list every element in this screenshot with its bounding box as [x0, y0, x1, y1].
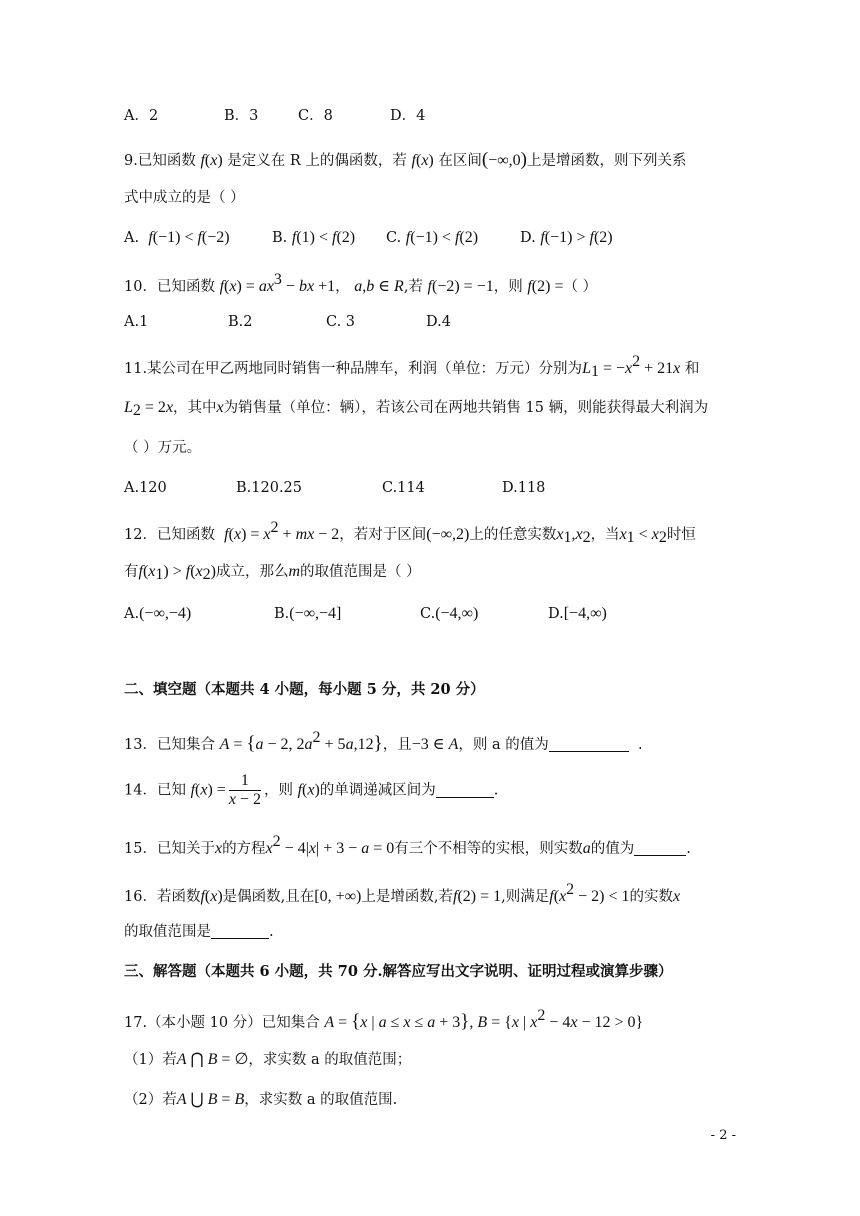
- q8-options: [124, 106, 425, 126]
- q9-option-d: D. f(−1) > f(2): [520, 229, 613, 246]
- q14-answer-blank[interactable]: [436, 781, 494, 798]
- q12-option-b: B.(−∞,−4]: [274, 605, 342, 622]
- q12-option-c: C.(−4,∞): [420, 605, 479, 622]
- q8-option-b: B．3: [224, 108, 259, 124]
- q9-option-b: B. f(1) < f(2): [272, 229, 356, 246]
- q16-line1: 16．若函数f(x)是偶函数,且在[0, +∞)上是增函数,若f(2) = 1,则满足$f(x^2 - 2) < 1$的实数x: [124, 881, 681, 905]
- q12-line2: 有$f(x_1) > f(x_2)$成立，那么m的取值范围是（ ）: [124, 563, 421, 583]
- q10-option-d: D.4: [426, 314, 451, 330]
- q9-line2: 式中成立的是（ ）: [124, 190, 245, 206]
- q11-line3: （ ）万元。: [124, 440, 202, 456]
- q9-option-a: A. f(−1) < f(−2): [124, 229, 230, 246]
- q12-line1: 12．已知函数 $f(x) = x^2$ + mx − 2，若对于区间(−∞,2)上的任意实数$x_1,x_2$，当$x_1 < x_2$时恒: [124, 519, 696, 546]
- q8-option-d: D．4: [390, 108, 426, 124]
- q9-line1: 9.已知函数 f(x) 是定义在 R 上的偶函数，若 f(x) 在区间(−∞,0)上是增函数，则下列关系: [124, 149, 687, 170]
- section-fill-in-heading: 二、填空题（本题共 4 小题，每小题 5 分，共 20 分）: [124, 681, 485, 698]
- q13: 13．已知集合 A = {a − 2, $2a^2 + 5a,12$}，且−3 ∈ A，则 a 的值为 .: [124, 729, 643, 754]
- q9-options: [124, 228, 613, 248]
- section-solutions-heading: 三、解答题（本题共 6 小题，共 70 分.解答应写出文字说明、证明过程或演算步骤）: [124, 963, 673, 980]
- fraction: $\frac{1}{x - 2}$: [228, 772, 261, 808]
- q11-option-c: C.114: [382, 480, 425, 496]
- q11-option-a: A.120: [124, 480, 167, 496]
- q14: 14．已知 f(x) = $\frac{1}{x - 2}$ ，则 f(x)的单调递减区间为 .: [124, 772, 499, 808]
- q16-answer-blank[interactable]: [211, 922, 269, 939]
- q15: 15．已知关于x的方程$x^2 - 4|x| + 3 - a = 0$有三个不相等的实根，则实数a的值为 .: [124, 833, 691, 857]
- q15-answer-blank[interactable]: [634, 839, 686, 856]
- q10-option-c: C. 3: [326, 314, 356, 330]
- q8-option-a: A．2: [124, 108, 159, 124]
- q13-answer-blank[interactable]: [549, 735, 629, 752]
- q11-line1: 11.某公司在甲乙两地同时销售一种品牌车，利润（单位：万元）分别为$L_1 = -x^2 + 21x$ 和: [124, 353, 700, 380]
- q17-part2: （2）若A ⋃ B = B，求实数 a 的取值范围.: [124, 1091, 398, 1108]
- math-fx: f: [200, 152, 205, 169]
- q17-part1: （1）若A ⋂ B = ∅，求实数 a 的取值范围；: [124, 1051, 412, 1068]
- q11-option-b: B.120.25: [236, 480, 303, 496]
- q10-options: [124, 312, 451, 332]
- q11-options: [124, 478, 545, 498]
- q12-option-a: A.(−∞,−4): [124, 605, 192, 622]
- q11-option-d: D.118: [502, 480, 546, 496]
- q12-options: [124, 604, 607, 624]
- q8-option-c: C．8: [298, 108, 333, 124]
- q12-option-d: D.[−4,∞): [548, 605, 607, 622]
- page-number: - 2 -: [710, 1128, 736, 1143]
- q10-option-a: A.1: [124, 314, 149, 330]
- q17-stem: 17.（本小题 10 分）已知集合 A = {x | a ≤ x ≤ a + 3}, B = {x | $x^2 - 4x - 12 > 0$}: [124, 1007, 644, 1032]
- q11-line2: $L_2 = 2x$，其中x为销售量（单位：辆），若该公司在两地共销售 15 辆，则能获得最大利润为: [124, 399, 709, 419]
- q10-option-b: B.2: [228, 314, 253, 330]
- q10-line1: 10．已知函数 $f(x) = ax^3$ − bx +1， a,b ∈ R,若 f(−2) = −1，则 f(2) =（ ）: [124, 271, 598, 295]
- q16-line2: 的取值范围是 .: [124, 924, 274, 940]
- q9-option-c: C. f(−1) < f(2): [386, 229, 479, 246]
